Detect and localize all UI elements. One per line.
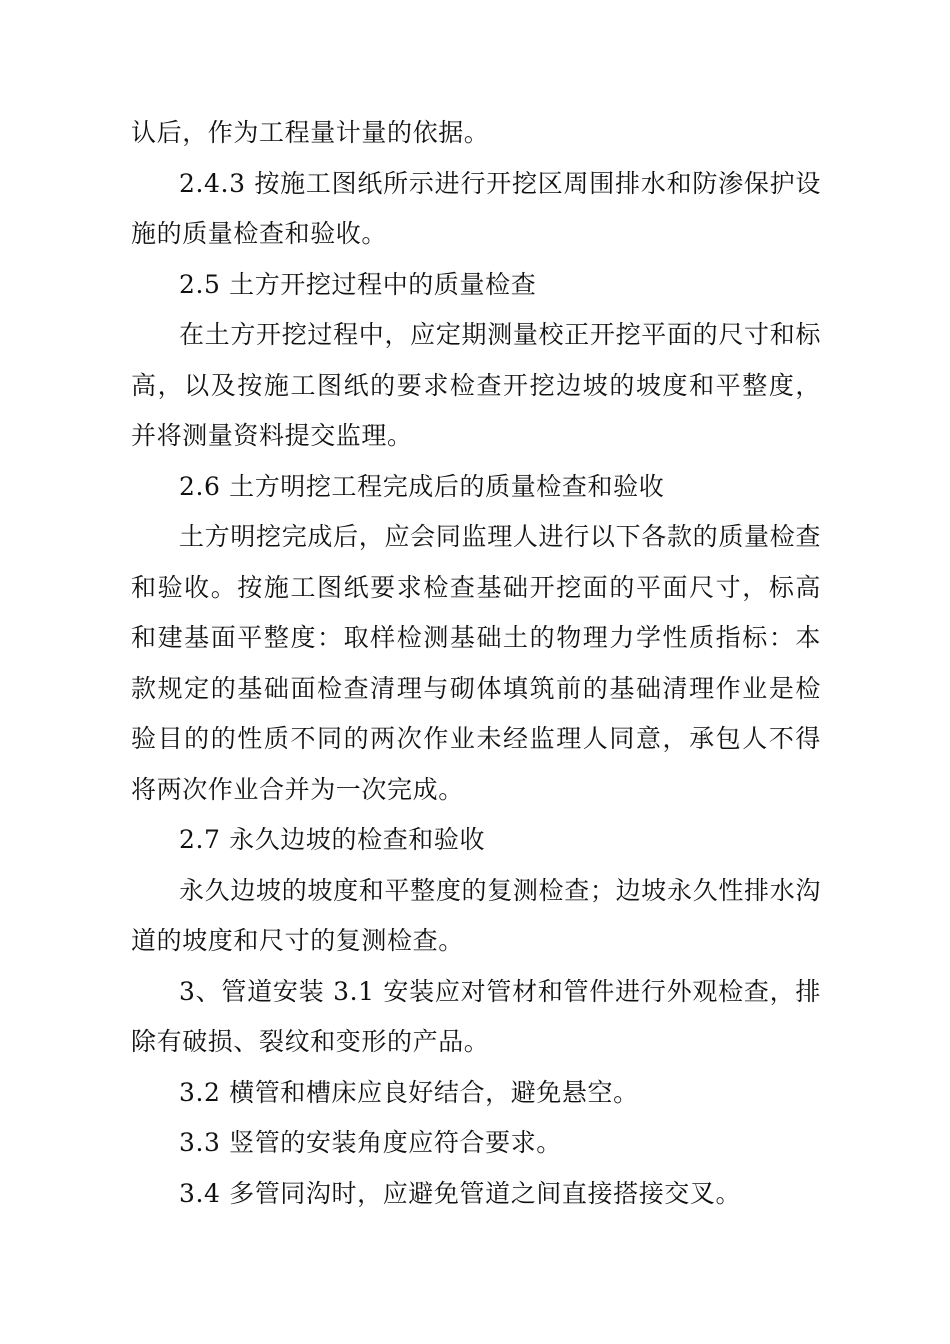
paragraph-5: 永久边坡的坡度和平整度的复测检查；边坡永久性排水沟道的坡度和尺寸的复测检查。 <box>131 875 821 955</box>
section-heading-2-6: 2.6 土方明挖工程完成后的质量检查和验收 <box>179 471 665 501</box>
document-body <box>131 108 821 1219</box>
paragraph-4: 土方明挖完成后，应会同监理人进行以下各款的质量检查和验收。按施工图纸要求检查基础开挖面的平面尺寸，标高和建基面平整度：取样检测基础土的物理力学性质指标：本款规定的基础面检查清理与砌体填筑前的基础清理作业是检验目的的性质不同的两次作业未经监理人同意，承包人不得将两次作业合并为一次完成。 <box>131 522 821 804</box>
section-heading-2-7: 2.7 永久边坡的检查和验收 <box>179 825 486 854</box>
paragraph-1: 认后，作为工程量计量的依据。 <box>131 118 490 147</box>
paragraph-3: 在土方开挖过程中，应定期测量校正开挖平面的尺寸和标高，以及按施工图纸的要求检查开挖边坡的坡度和平整度，并将测量资料提交监理。 <box>131 320 821 450</box>
paragraph-6: 3、管道安装 3.1 安装应对管材和管件进行外观检查，排除有破损、裂纹和变形的产品。 <box>131 976 821 1056</box>
paragraph-7: 3.2 横管和槽床应良好结合，避免悬空。 <box>179 1077 639 1107</box>
paragraph-2: 2.4.3 按施工图纸所示进行开挖区周围排水和防渗保护设施的质量检查和验收。 <box>131 168 821 248</box>
paragraph-8: 3.3 竖管的安装角度应符合要求。 <box>179 1128 562 1157</box>
section-heading-2-5: 2.5 土方开挖过程中的质量检查 <box>179 269 537 299</box>
paragraph-9: 3.4 多管同沟时，应避免管道之间直接搭接交叉。 <box>179 1178 742 1208</box>
